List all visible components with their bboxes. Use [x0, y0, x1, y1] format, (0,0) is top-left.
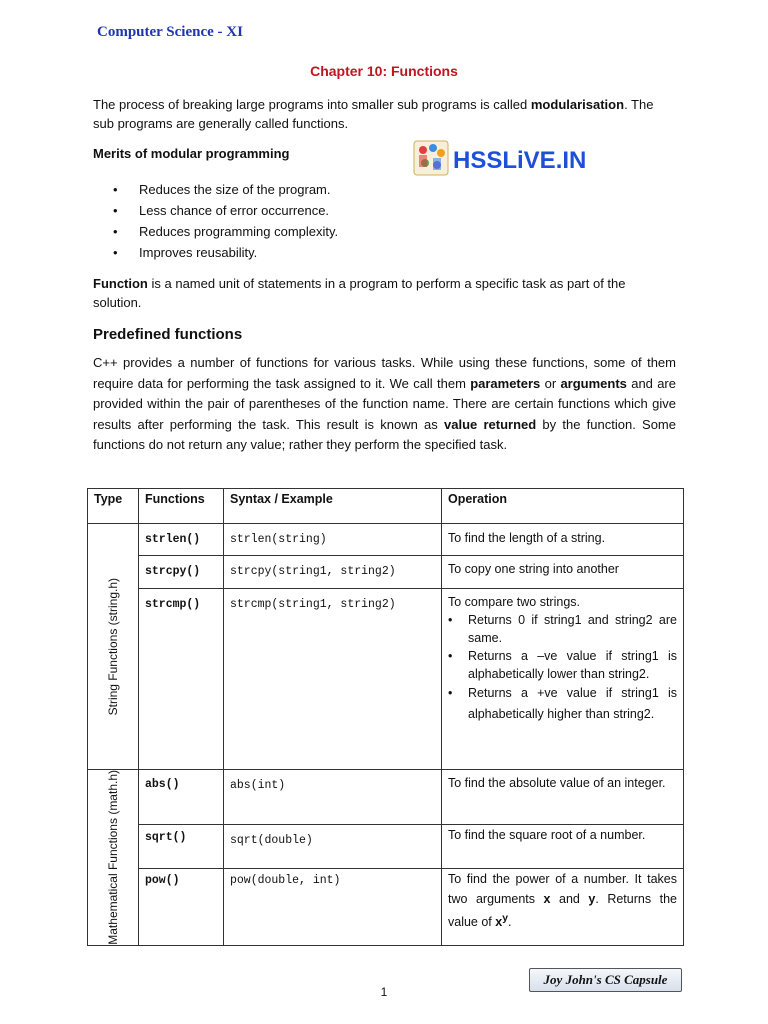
fn-strcmp: strcmp() — [139, 589, 224, 770]
fn-abs: abs() — [139, 770, 224, 825]
table-row — [88, 868, 684, 945]
table-row — [88, 824, 684, 868]
header-functions: Functions — [139, 489, 224, 524]
table-row — [88, 770, 684, 825]
merits-heading: Merits of modular programming — [93, 146, 290, 161]
type-string: String Functions (string.h) — [88, 524, 139, 770]
header-operation: Operation — [442, 489, 684, 524]
syntax-strcpy: strcpy(string1, string2) — [224, 556, 442, 589]
syntax-sqrt: sqrt(double) — [224, 824, 442, 868]
header-type: Type — [88, 489, 139, 524]
table-header-row — [88, 489, 684, 524]
merits-list — [113, 179, 338, 263]
list-item: • Reduces the size of the program. — [113, 179, 338, 200]
fn-strcpy: strcpy() — [139, 556, 224, 589]
syntax-strcmp: strcmp(string1, string2) — [224, 589, 442, 770]
op-abs: To find the absolute value of an integer. — [442, 770, 684, 825]
predefined-heading: Predefined functions — [93, 326, 243, 343]
syntax-strlen: strlen(string) — [224, 524, 442, 556]
list-item: • Less chance of error occurrence. — [113, 200, 338, 221]
fn-sqrt: sqrt() — [139, 824, 224, 868]
page-number: 1 — [380, 985, 388, 999]
op-strlen: To find the length of a string. — [442, 524, 684, 556]
list-item: • Reduces programming complexity. — [113, 221, 338, 242]
predefined-paragraph: C++ provides a number of functions for various tasks. While using these functions, some of them require data for performing the task assigned to it. We call them parameters or arguments and are provided within the pair of parentheses of the function name. There are certain functions which give results after performing the task. This result is known as value returned by the function. Some functions do not return any value; rather they perform the specified task. — [93, 355, 676, 452]
list-item: • Improves reusability. — [113, 242, 338, 263]
list-item: • Returns 0 if string1 and string2 are same. — [448, 611, 677, 647]
op-sqrt: To find the square root of a number. — [442, 824, 684, 868]
op-pow: To find the power of a number. It takes two arguments x and y. Returns the value of $x^y$. — [442, 868, 684, 945]
type-math: Mathematical Functions (math.h) — [88, 770, 139, 946]
syntax-pow: pow(double, int) — [224, 868, 442, 945]
fn-pow: pow() — [139, 868, 224, 945]
table-row — [88, 556, 684, 589]
functions-table — [87, 488, 684, 946]
list-item: • Returns a –ve value if string1 is alphabetically lower than string2. — [448, 647, 677, 683]
chapter-title: Chapter 10: Functions — [310, 63, 458, 79]
header-syntax: Syntax / Example — [224, 489, 442, 524]
fn-strlen: strlen() — [139, 524, 224, 556]
logo-text: HSSLiVE.IN — [453, 147, 587, 174]
hsslive-logo — [413, 138, 591, 178]
table-row — [88, 589, 684, 770]
syntax-abs: abs(int) — [224, 770, 442, 825]
list-item: • Returns a +ve value if string1 is alphabetically higher than string2. — [448, 683, 677, 725]
function-definition: Function is a named unit of statements in a program to perform a specific task as part of the solution. — [93, 276, 626, 310]
op-strcpy: To copy one string into another — [442, 556, 684, 589]
op-strcmp: To compare two strings. • Returns 0 if string1 and string2 are same. • Returns a –ve value if string1 is alphabetically lower than string2. • Returns a +ve value if string1 is alphabetically higher than string2. — [442, 589, 684, 770]
document-header: Computer Science - XI — [97, 24, 243, 40]
intro-paragraph: The process of breaking large programs into smaller sub programs is called modularisation. The sub programs are generally called functions. — [93, 97, 654, 131]
table-row — [88, 524, 684, 556]
cs-capsule-badge: Joy John's CS Capsule — [529, 968, 682, 992]
